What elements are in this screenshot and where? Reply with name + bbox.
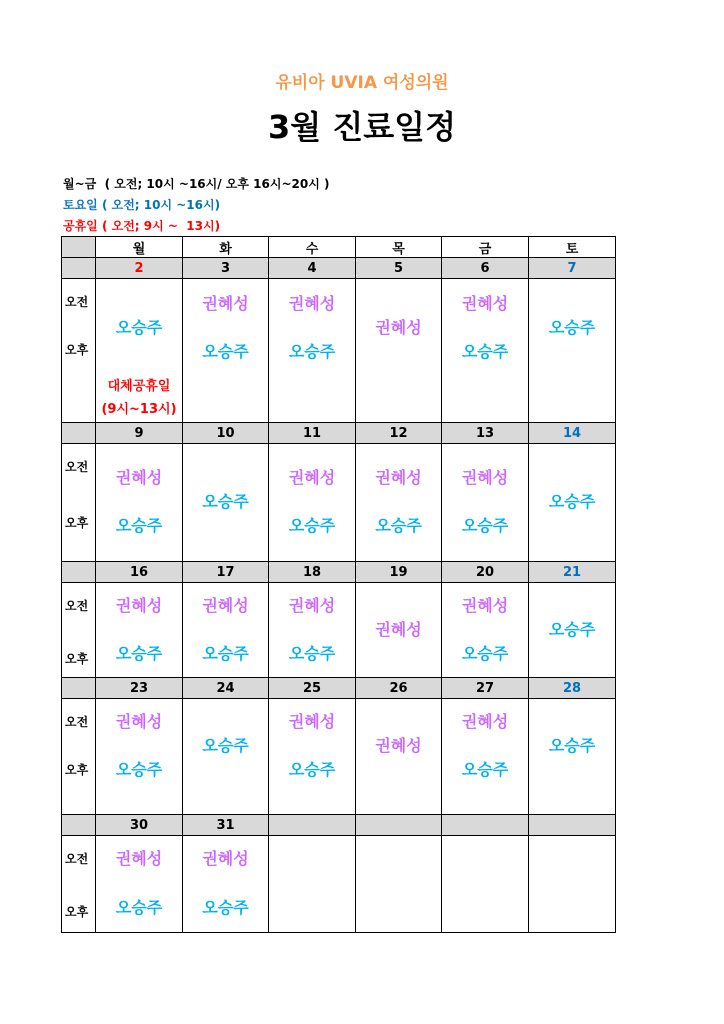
schedule-cell-wed <box>269 583 356 678</box>
date-thu: 26 <box>356 678 442 699</box>
schedule-cell-mon <box>96 836 183 933</box>
weekday-fri: 금 <box>442 237 529 258</box>
date-wed <box>269 815 356 836</box>
doctor-pm: 오승주 <box>461 760 509 779</box>
date-fri: 13 <box>442 423 529 444</box>
pm-label: 오후 <box>65 516 89 530</box>
schedule-row <box>62 279 616 423</box>
am-label: 오전 <box>65 460 89 474</box>
doctor-fullday: 오승주 <box>548 492 596 511</box>
schedule-cell-sat <box>529 583 616 678</box>
doctor-pm: 오승주 <box>375 516 422 535</box>
schedule-cell-mon <box>96 279 183 423</box>
schedule-cell-fri <box>442 279 529 423</box>
clinic-name: 유비아 UVIA 여성의원 <box>275 73 449 93</box>
date-wed: 11 <box>269 423 356 444</box>
schedule-cell-sat <box>529 836 616 933</box>
date-mon: 2 <box>96 258 183 279</box>
schedule-cell-thu <box>356 444 442 562</box>
date-wed: 25 <box>269 678 356 699</box>
schedule-cell-thu <box>356 836 442 933</box>
doctor-pm: 오승주 <box>461 342 509 361</box>
pm-label: 오후 <box>65 905 89 919</box>
doctor-am: 권혜성 <box>461 596 509 615</box>
doctor-pm: 오승주 <box>288 760 336 779</box>
doctor-pm: 오승주 <box>115 898 163 917</box>
schedule-cell-thu <box>356 583 442 678</box>
date-row-label-cell <box>62 678 96 699</box>
date-sat: 28 <box>529 678 616 699</box>
doctor-am: 권혜성 <box>288 294 336 313</box>
doctor-fullday: 오승주 <box>115 318 163 337</box>
doctor-pm: 오승주 <box>288 342 336 361</box>
doctor-am: 권혜성 <box>288 468 336 487</box>
doctor-am: 권혜성 <box>115 596 163 615</box>
pm-label: 오후 <box>65 763 89 777</box>
doctor-am: 권혜성 <box>115 712 163 731</box>
doctor-am: 권혜성 <box>288 712 336 731</box>
ampm-label-cell <box>62 699 96 815</box>
doctor-pm: 오승주 <box>115 644 163 663</box>
schedule-cell-wed <box>269 444 356 562</box>
weekday-tue: 화 <box>183 237 269 258</box>
doctor-pm: 오승주 <box>461 644 509 663</box>
schedule-cell-tue <box>183 699 269 815</box>
date-row <box>62 678 616 699</box>
date-thu <box>356 815 442 836</box>
date-fri <box>442 815 529 836</box>
date-tue: 24 <box>183 678 269 699</box>
schedule-cell-mon <box>96 699 183 815</box>
schedule-row <box>62 836 616 933</box>
ampm-label-cell <box>62 444 96 562</box>
am-label: 오전 <box>65 852 89 866</box>
schedule-cell-sat <box>529 444 616 562</box>
doctor-fullday: 오승주 <box>202 736 249 755</box>
schedule-cell-mon <box>96 583 183 678</box>
ampm-label-cell <box>62 836 96 933</box>
schedule-table <box>61 236 616 933</box>
am-label: 오전 <box>65 295 89 309</box>
date-sat: 7 <box>529 258 616 279</box>
schedule-cell-fri <box>442 836 529 933</box>
date-mon: 30 <box>96 815 183 836</box>
weekday-hours: 월~금 ( 오전; 10시 ~16시/ 오후 16시~20시 ) <box>63 177 330 191</box>
schedule-cell-fri <box>442 699 529 815</box>
date-thu: 12 <box>356 423 442 444</box>
date-sat: 21 <box>529 562 616 583</box>
date-fri: 20 <box>442 562 529 583</box>
date-row-label-cell <box>62 815 96 836</box>
date-row <box>62 423 616 444</box>
date-row-label-cell <box>62 258 96 279</box>
doctor-pm: 오승주 <box>288 516 336 535</box>
weekday-thu: 목 <box>356 237 442 258</box>
date-tue: 31 <box>183 815 269 836</box>
doctor-pm: 오승주 <box>202 342 249 361</box>
schedule-cell-fri <box>442 583 529 678</box>
doctor-pm: 오승주 <box>202 898 249 917</box>
date-thu: 5 <box>356 258 442 279</box>
schedule-cell-wed <box>269 699 356 815</box>
schedule-cell-tue <box>183 444 269 562</box>
weekday-sat: 토 <box>529 237 616 258</box>
doctor-am: 권혜성 <box>202 596 249 615</box>
doctor-am: 권혜성 <box>375 468 422 487</box>
date-thu: 19 <box>356 562 442 583</box>
holiday-note <box>96 375 182 421</box>
doctor-fullday: 권혜성 <box>375 736 422 755</box>
schedule-cell-tue <box>183 279 269 423</box>
date-sat: 14 <box>529 423 616 444</box>
date-row-label-cell <box>62 562 96 583</box>
schedule-cell-fri <box>442 444 529 562</box>
weekday-wed: 수 <box>269 237 356 258</box>
date-tue: 17 <box>183 562 269 583</box>
pm-label: 오후 <box>65 343 89 357</box>
holiday-note-line: (9시~13시) <box>101 402 177 417</box>
doctor-am: 권혜성 <box>461 712 509 731</box>
schedule-cell-wed <box>269 836 356 933</box>
ampm-label-cell <box>62 583 96 678</box>
schedule-row <box>62 444 616 562</box>
date-row <box>62 258 616 279</box>
doctor-fullday: 오승주 <box>548 736 596 755</box>
doctor-fullday: 권혜성 <box>375 318 422 337</box>
doctor-fullday: 오승주 <box>548 620 596 639</box>
schedule-cell-sat <box>529 279 616 423</box>
doctor-pm: 오승주 <box>202 644 249 663</box>
date-mon: 16 <box>96 562 183 583</box>
schedule-cell-mon <box>96 444 183 562</box>
date-fri: 6 <box>442 258 529 279</box>
date-row-label-cell <box>62 423 96 444</box>
holiday-note-line: 대체공휴일 <box>107 379 171 394</box>
doctor-pm: 오승주 <box>288 644 336 663</box>
doctor-pm: 오승주 <box>115 760 163 779</box>
doctor-am: 권혜성 <box>115 468 163 487</box>
weekday-header-row <box>62 237 616 258</box>
date-mon: 9 <box>96 423 183 444</box>
doctor-am: 권혜성 <box>461 468 509 487</box>
ampm-label-cell <box>62 279 96 423</box>
schedule-row <box>62 583 616 678</box>
doctor-am: 권혜성 <box>202 849 249 868</box>
corner-cell <box>62 237 96 258</box>
schedule-cell-sat <box>529 699 616 815</box>
doctor-am: 권혜성 <box>288 596 336 615</box>
date-row <box>62 562 616 583</box>
holiday-hours: 공휴일 ( 오전; 9시 ~ 13시) <box>63 219 221 233</box>
date-mon: 23 <box>96 678 183 699</box>
date-row <box>62 815 616 836</box>
date-fri: 27 <box>442 678 529 699</box>
schedule-cell-thu <box>356 699 442 815</box>
schedule-cell-thu <box>356 279 442 423</box>
doctor-pm: 오승주 <box>115 516 163 535</box>
date-tue: 10 <box>183 423 269 444</box>
schedule-cell-wed <box>269 279 356 423</box>
doctor-am: 권혜성 <box>202 294 249 313</box>
weekday-mon: 월 <box>96 237 183 258</box>
doctor-am: 권혜성 <box>115 849 163 868</box>
doctor-pm: 오승주 <box>461 516 509 535</box>
date-sat <box>529 815 616 836</box>
date-wed: 4 <box>269 258 356 279</box>
date-wed: 18 <box>269 562 356 583</box>
page-title: 3월 진료일정 <box>268 108 456 146</box>
schedule-cell-tue <box>183 583 269 678</box>
doctor-fullday: 오승주 <box>202 492 249 511</box>
doctor-fullday: 권혜성 <box>375 620 422 639</box>
pm-label: 오후 <box>65 652 89 666</box>
schedule-row <box>62 699 616 815</box>
am-label: 오전 <box>65 599 89 613</box>
schedule-cell-tue <box>183 836 269 933</box>
doctor-am: 권혜성 <box>461 294 509 313</box>
saturday-hours: 토요일 ( 오전; 10시 ~16시) <box>63 198 221 212</box>
doctor-fullday: 오승주 <box>548 318 596 337</box>
am-label: 오전 <box>65 715 89 729</box>
date-tue: 3 <box>183 258 269 279</box>
